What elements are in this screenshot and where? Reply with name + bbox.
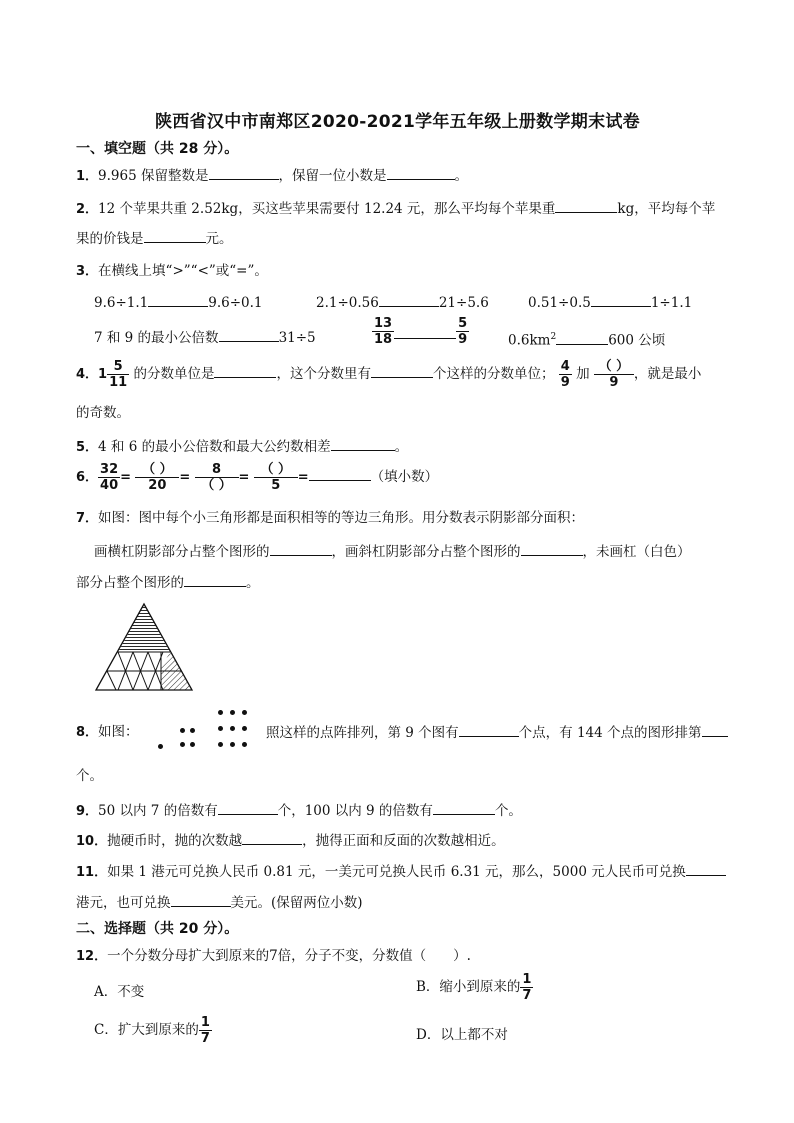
answer-blank[interactable]	[371, 363, 433, 378]
page-title: 陕西省汉中市南郑区2020-2021学年五年级上册数学期末试卷	[155, 112, 640, 132]
compare-item: 7 和 9 的最小公倍数 31÷5	[94, 327, 316, 348]
question-number: 5．	[76, 440, 99, 455]
dot	[242, 710, 247, 715]
answer-blank[interactable]	[309, 466, 371, 481]
compare-item: $0.6km^2$ 600 公顷	[508, 327, 665, 351]
question-1: 1．9.965 保留整数是 ，保留一位小数是 。	[76, 165, 468, 187]
question-number: 6．	[76, 470, 99, 485]
answer-blank[interactable]	[459, 722, 519, 737]
question-number: 4．	[76, 367, 99, 382]
dot	[242, 742, 247, 747]
answer-blank[interactable]	[702, 722, 728, 737]
answer-blank[interactable]	[591, 292, 651, 307]
fraction: $\frac{5}{9}$	[458, 316, 468, 347]
dot	[158, 744, 163, 749]
fraction: $\frac{1}{7}$	[522, 972, 532, 1003]
horizontal-shaded-region	[118, 636, 170, 652]
compare-item: 0.51÷0.5 1÷1.1	[528, 292, 692, 313]
dot	[180, 728, 185, 733]
question-8-cont: 个。	[76, 768, 103, 784]
dot-pattern-figure	[150, 706, 260, 756]
answer-blank[interactable]	[394, 324, 456, 339]
question-11-cont: 港元，也可兑换 美元。(保留两位小数)	[76, 892, 363, 913]
answer-blank[interactable]	[148, 292, 208, 307]
answer-blank[interactable]	[556, 330, 608, 345]
option-d[interactable]: D．以上都不对	[416, 1027, 508, 1043]
dot	[230, 726, 235, 731]
answer-blank[interactable]	[555, 198, 617, 213]
question-number: 8．	[76, 725, 99, 740]
fraction: $\frac{5}{11}$	[109, 359, 128, 390]
fraction-blank[interactable]: $\frac{8}{( )}$	[195, 462, 239, 493]
answer-blank[interactable]	[218, 800, 278, 815]
fraction: $\frac{32}{40}$	[100, 462, 119, 493]
answer-blank[interactable]	[331, 436, 395, 451]
question-11: 11．如果 1 港元可兑换人民币 0.81 元，一美元可兑换人民币 6.31 元，那么，5000 元人民币可兑换	[76, 861, 726, 883]
question-2-cont: 果的价钱是 元。	[76, 228, 233, 249]
option-a[interactable]: A．不变	[94, 984, 145, 1000]
answer-blank[interactable]	[219, 327, 279, 342]
section-heading-choice: 二、选择题（共 20 分）。	[76, 921, 239, 937]
question-8-text: 照这样的点阵排列，第 9 个图有 个点，有 144 个点的图形排第	[266, 722, 728, 743]
question-4: 4．1 $\frac{5}{11}$ 的分数单位是 ，这个分数里有 个这样的分数单位； $\frac{4}{9}$ 加 $\frac{( )}{9}$ ，就是最小	[76, 359, 702, 390]
answer-blank[interactable]	[209, 165, 279, 180]
question-number: 11．	[76, 865, 108, 880]
answer-blank[interactable]	[214, 363, 276, 378]
fraction: $\frac{4}{9}$	[560, 359, 570, 390]
dot	[218, 726, 223, 731]
dot	[190, 742, 195, 747]
answer-blank[interactable]	[686, 861, 726, 876]
compare-item: 2.1÷0.56 21÷5.6	[316, 292, 489, 313]
question-7-line3: 部分占整个图形的 。	[76, 572, 260, 593]
question-6: 6． $\frac{32}{40}$ = $\frac{( )}{20}$ = $\frac{8}{( )}$ = $\frac{( )}{5}$ = （填小数）	[76, 462, 439, 493]
question-7-line2: 画横杠阴影部分占整个图形的 ，画斜杠阴影部分占整个图形的 ，未画杠（白色）	[94, 541, 691, 562]
dot	[180, 742, 185, 747]
question-5: 5．4 和 6 的最小公倍数和最大公约数相差 。	[76, 436, 408, 458]
compare-item: 9.6÷1.1 9.6÷0.1	[94, 292, 263, 313]
diagonal-shaded-region	[161, 652, 179, 668]
fraction-blank[interactable]: $\frac{( )}{20}$	[135, 462, 179, 493]
question-number: 2．	[76, 202, 99, 217]
dot	[218, 742, 223, 747]
question-7: 7．如图：图中每个小三角形都是面积相等的等边三角形。用分数表示阴影部分面积：	[76, 510, 585, 526]
question-number: 10．	[76, 834, 108, 849]
answer-blank[interactable]	[184, 572, 246, 587]
dot	[242, 726, 247, 731]
question-number: 1．	[76, 169, 99, 184]
question-number: 12．	[76, 949, 108, 964]
answer-blank[interactable]	[171, 892, 231, 907]
compare-item-fraction	[372, 316, 469, 347]
dot	[218, 710, 223, 715]
question-4-cont: 的奇数。	[76, 405, 130, 421]
question-12: 12．一个分数分母扩大到原来的7倍，分子不变，分数值（ ）.	[76, 948, 471, 964]
answer-blank[interactable]	[433, 800, 495, 815]
option-b[interactable]: B．缩小到原来的 $\frac{1}{7}$	[416, 972, 532, 1003]
answer-blank[interactable]	[144, 228, 206, 243]
fraction-blank[interactable]: $\frac{( )}{9}$	[594, 359, 634, 390]
question-8: 8．如图：	[76, 724, 139, 740]
section-heading-fill-in: 一、填空题（共 28 分）。	[76, 141, 239, 157]
dot	[230, 710, 235, 715]
question-9: 9．50 以内 7 的倍数有 个，100 以内 9 的倍数有 个。	[76, 800, 522, 822]
triangle-figure	[88, 600, 200, 696]
fraction: $\frac{13}{18}$	[374, 316, 393, 347]
answer-blank[interactable]	[242, 830, 302, 845]
question-number: 9．	[76, 804, 99, 819]
question-number: 3．	[76, 264, 99, 279]
answer-blank[interactable]	[521, 541, 583, 556]
question-2: 2．12 个苹果共重 2.52kg，买这些苹果需要付 12.24 元，那么平均每个苹果重 kg，平均每个苹	[76, 198, 715, 220]
answer-blank[interactable]	[387, 165, 455, 180]
question-10: 10．抛硬币时，抛的次数越 ，抛得正面和反面的次数越相近。	[76, 830, 505, 852]
horizontal-shaded-region	[127, 604, 161, 636]
dot	[190, 728, 195, 733]
fraction-blank[interactable]: $\frac{( )}{5}$	[254, 462, 298, 493]
option-c[interactable]: C．扩大到原来的 $\frac{1}{7}$	[94, 1015, 210, 1046]
fraction: $\frac{1}{7}$	[200, 1015, 210, 1046]
dot	[230, 742, 235, 747]
question-number: 7．	[76, 511, 99, 526]
answer-blank[interactable]	[379, 292, 439, 307]
question-3: 3．在横线上填“>”“<”或“=”。	[76, 263, 268, 279]
answer-blank[interactable]	[270, 541, 332, 556]
